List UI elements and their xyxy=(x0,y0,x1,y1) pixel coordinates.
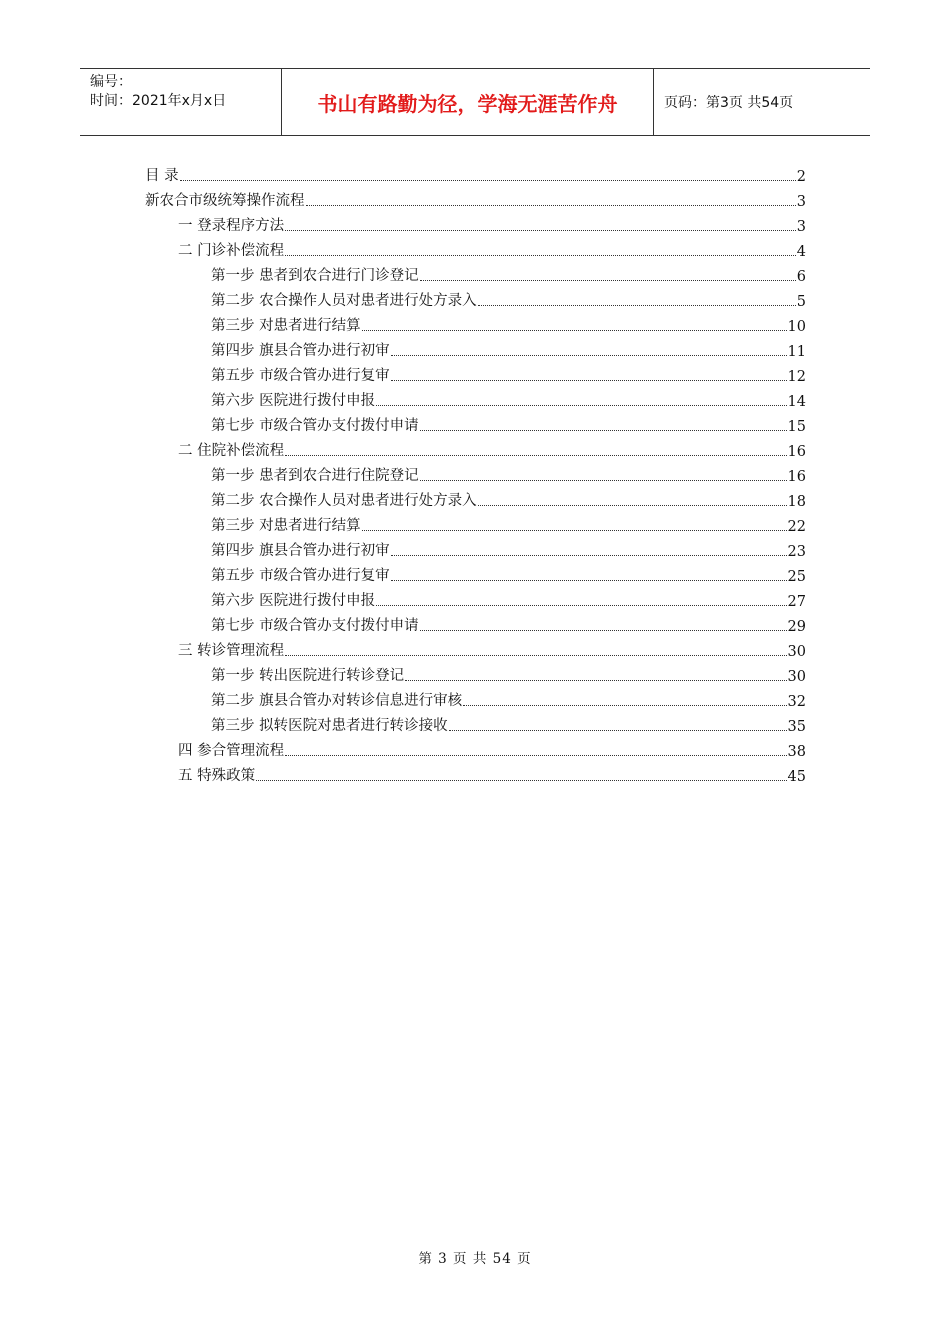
toc-entry[interactable] xyxy=(145,210,806,235)
toc-leader-dots xyxy=(420,430,787,431)
toc-entry[interactable] xyxy=(145,310,806,335)
toc-entry-title: 第六步 医院进行拨付申报 xyxy=(211,593,376,609)
toc-entry[interactable] xyxy=(145,485,806,510)
toc-entry-title: 第六步 医院进行拨付申报 xyxy=(211,393,376,409)
toc-entry[interactable] xyxy=(145,610,806,635)
toc-entry-title: 第三步 对患者进行结算 xyxy=(211,318,361,334)
toc-leader-dots xyxy=(391,380,787,381)
table-of-contents xyxy=(145,160,806,785)
toc-entry[interactable] xyxy=(145,560,806,585)
toc-entry-title: 第五步 市级合管办进行复审 xyxy=(211,368,390,384)
toc-leader-dots xyxy=(420,480,787,481)
toc-entry-title: 第一步 患者到农合进行住院登记 xyxy=(211,468,419,484)
toc-entry-title: 目 录 xyxy=(145,168,179,184)
header-meta xyxy=(80,69,281,135)
toc-entry-page: 6 xyxy=(796,269,806,285)
toc-leader-dots xyxy=(362,530,787,531)
toc-entry-page: 27 xyxy=(787,594,806,610)
toc-entry-page: 16 xyxy=(787,469,806,485)
toc-leader-dots xyxy=(256,780,786,781)
toc-entry-title: 新农合市级统筹操作流程 xyxy=(145,193,305,209)
toc-entry-page: 3 xyxy=(796,194,806,210)
toc-leader-dots xyxy=(306,205,796,206)
toc-entry-page: 23 xyxy=(787,544,806,560)
toc-entry-page: 30 xyxy=(787,644,806,660)
toc-leader-dots xyxy=(285,230,796,231)
toc-entry-title: 第七步 市级合管办支付拨付申请 xyxy=(211,418,419,434)
toc-entry-page: 35 xyxy=(787,719,806,735)
toc-entry-page: 30 xyxy=(787,669,806,685)
time-label: 时间：2021年x月x日 xyxy=(90,93,227,109)
toc-entry-title: 二 住院补偿流程 xyxy=(178,443,285,459)
toc-leader-dots xyxy=(463,705,786,706)
toc-leader-dots xyxy=(180,180,796,181)
toc-entry[interactable] xyxy=(145,435,806,460)
toc-entry-page: 29 xyxy=(787,619,806,635)
toc-entry[interactable] xyxy=(145,385,806,410)
toc-entry-title: 第四步 旗县合管办进行初审 xyxy=(211,543,390,559)
toc-entry[interactable] xyxy=(145,335,806,360)
toc-leader-dots xyxy=(376,405,786,406)
toc-entry-page: 45 xyxy=(787,769,806,785)
toc-entry[interactable] xyxy=(145,285,806,310)
toc-entry-title: 第一步 转出医院进行转诊登记 xyxy=(211,668,405,684)
toc-entry-title: 第四步 旗县合管办进行初审 xyxy=(211,343,390,359)
toc-leader-dots xyxy=(449,730,787,731)
toc-entry-page: 18 xyxy=(787,494,806,510)
toc-leader-dots xyxy=(285,255,796,256)
toc-entry[interactable] xyxy=(145,360,806,385)
toc-leader-dots xyxy=(405,680,786,681)
toc-leader-dots xyxy=(391,580,787,581)
toc-entry-page: 32 xyxy=(787,694,806,710)
toc-entry[interactable] xyxy=(145,660,806,685)
toc-leader-dots xyxy=(376,605,786,606)
toc-entry-page: 11 xyxy=(787,344,806,360)
toc-entry-page: 38 xyxy=(787,744,806,760)
toc-entry[interactable] xyxy=(145,760,806,785)
toc-entry-title: 四 参合管理流程 xyxy=(178,743,285,759)
toc-leader-dots xyxy=(285,655,786,656)
toc-entry[interactable] xyxy=(145,635,806,660)
toc-entry-page: 12 xyxy=(787,369,806,385)
toc-entry-page: 25 xyxy=(787,569,806,585)
toc-leader-dots xyxy=(391,355,787,356)
toc-entry-page: 2 xyxy=(796,169,806,185)
toc-entry-title: 第二步 农合操作人员对患者进行处方录入 xyxy=(211,493,477,509)
toc-leader-dots xyxy=(478,505,787,506)
header-motto: 书山有路勤为径，学海无涯苦作舟 xyxy=(281,69,654,135)
toc-leader-dots xyxy=(420,630,787,631)
toc-entry[interactable] xyxy=(145,460,806,485)
toc-entry-title: 第三步 对患者进行结算 xyxy=(211,518,361,534)
toc-entry[interactable] xyxy=(145,685,806,710)
toc-entry-title: 第一步 患者到农合进行门诊登记 xyxy=(211,268,419,284)
toc-entry[interactable] xyxy=(145,260,806,285)
toc-entry[interactable] xyxy=(145,510,806,535)
toc-leader-dots xyxy=(420,280,796,281)
page-header xyxy=(80,68,870,136)
toc-entry[interactable] xyxy=(145,160,806,185)
toc-leader-dots xyxy=(285,455,786,456)
number-label: 编号： xyxy=(90,74,132,90)
toc-leader-dots xyxy=(478,305,796,306)
header-page-info: 页码：第3页 共54页 xyxy=(664,95,794,111)
toc-entry[interactable] xyxy=(145,235,806,260)
toc-entry-title: 第三步 拟转医院对患者进行转诊接收 xyxy=(211,718,448,734)
toc-entry[interactable] xyxy=(145,185,806,210)
toc-entry-page: 10 xyxy=(787,319,806,335)
toc-entry[interactable] xyxy=(145,535,806,560)
toc-entry-page: 5 xyxy=(796,294,806,310)
toc-entry-title: 三 转诊管理流程 xyxy=(178,643,285,659)
toc-entry-title: 第二步 旗县合管办对转诊信息进行审核 xyxy=(211,693,463,709)
toc-entry[interactable] xyxy=(145,710,806,735)
toc-entry-title: 二 门诊补偿流程 xyxy=(178,243,285,259)
toc-entry-page: 4 xyxy=(796,244,806,260)
toc-entry-page: 16 xyxy=(787,444,806,460)
toc-leader-dots xyxy=(285,755,786,756)
toc-entry-page: 22 xyxy=(787,519,806,535)
toc-entry[interactable] xyxy=(145,585,806,610)
toc-entry-page: 14 xyxy=(787,394,806,410)
toc-leader-dots xyxy=(391,555,787,556)
toc-entry-title: 第二步 农合操作人员对患者进行处方录入 xyxy=(211,293,477,309)
toc-entry-page: 3 xyxy=(796,219,806,235)
toc-entry-page: 15 xyxy=(787,419,806,435)
toc-entry-title: 五 特殊政策 xyxy=(178,768,256,784)
toc-entry[interactable] xyxy=(145,410,806,435)
toc-entry[interactable] xyxy=(145,735,806,760)
toc-leader-dots xyxy=(362,330,787,331)
toc-entry-title: 第七步 市级合管办支付拨付申请 xyxy=(211,618,419,634)
page-footer: 第 3 页 共 54 页 xyxy=(418,1251,532,1267)
toc-entry-title: 一 登录程序方法 xyxy=(178,218,285,234)
toc-entry-title: 第五步 市级合管办进行复审 xyxy=(211,568,390,584)
